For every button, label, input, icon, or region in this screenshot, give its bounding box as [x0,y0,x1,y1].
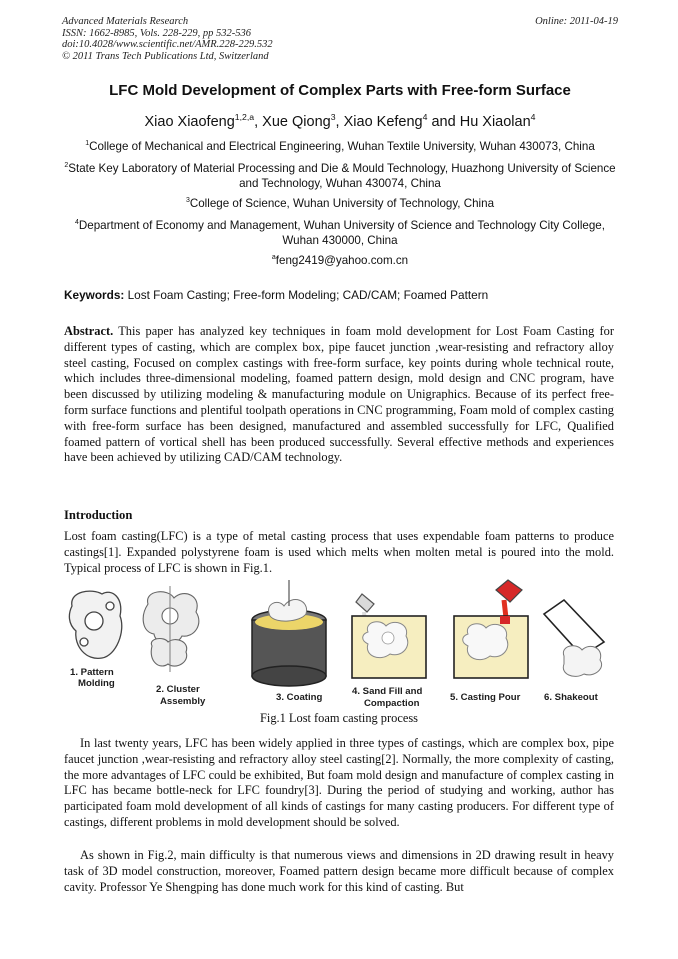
author-name: Hu Xiaolan [459,114,531,130]
online-date: Online: 2011-04-19 [535,16,618,27]
step-label: Compaction [364,698,420,709]
step-label: Molding [78,678,115,689]
author-sup: 1,2,a [234,112,255,123]
step-label: Assembly [160,696,206,707]
author-sup: 4 [422,112,428,123]
step-label: 1. Pattern [70,667,114,678]
author-name: Xue Qiong [262,114,331,130]
issn-line: ISSN: 1662-8985, Vols. 228-229, pp 532-536 [62,27,251,39]
keywords [64,288,620,302]
lfc-process-illustration [64,576,613,710]
abstract [64,324,614,466]
affiliation: $^2$State Key Laboratory of Material Processing and Die & Mould Technology, Huazhong University of Science and Technology, Wuhan 430074, China [64,162,616,190]
author-sup: 4 [530,112,536,123]
step-label: 5. Casting Pour [450,692,521,703]
abstract-text: This paper has analyzed key techniques in foam mold development for Lost Foam Casting for different types of casting, which are complex box, pipe faucet junction ,wear-resisting and refractory alloy steel casting, Focused on complex castings with free-form surface, key points during whole technical route, which includes three-dimensional modeling, foamed pattern design, mold design and CNC program, have been discussed by utilizing modeling & manufacturing module on Unigraphics. Because of its perfect free-form surface functions and plentiful toolpath operations in CNC programming, Foam mold of complex casting with free-form surface has been designed, manufactured and assembled successfully for LFC, Qualified foamed pattern of vortical shell has been produced successfully. Several effective methods and experiences have been achieved by utilizing CAD/CAM technology. [64,324,614,465]
step-label: 4. Sand Fill and [352,686,423,697]
journal-header [62,16,618,62]
email: $^a$feng2419@yahoo.com.cn [271,254,409,267]
intro-paragraph-2: In last twenty years, LFC has been widely applied in three types of castings, which are complex box, pipe faucet junction ,wear-resisting and refractory alloy steel casting[2]. Normally, the more complexity of casting, the more advantages of LFC could be exhibited, But foam mold design and manufacture of complex casting in LFC has became bottle-neck for LFC foundry[3]. During the period of studying and working, author has participated foam mold development of all kinds of castings for many casting producers. For different type of castings, different problems in mold development should be solved. [64,736,614,829]
doi-line: doi:10.4028/www.scientific.net/AMR.228-229.532 [62,39,273,50]
affiliation: $^1$College of Mechanical and Electrical Engineering, Wuhan Textile University, Wuhan 430073, China [85,140,595,153]
author-list: Xiao Xiaofeng$^{1,2,a}$, Xue Qiong$^3$, Xiao Kefeng$^4$ and Hu Xiaolan$^4$ [144,112,536,130]
paper-title: LFC Mold Development of Complex Parts with Free-form Surface [109,82,571,99]
copyright-line: © 2011 Trans Tech Publications Ltd, Switzerland [62,50,269,62]
step-label: 2. Cluster [156,684,200,695]
step-label: 6. Shakeout [544,692,598,703]
author-name: Xiao Kefeng [343,114,423,130]
figure-1 [64,576,613,710]
author-sup: 3 [330,112,336,123]
figure-1-caption: Fig.1 Lost foam casting process [260,711,418,725]
journal-name: Advanced Materials Research [62,16,189,27]
affiliation: $^4$Department of Economy and Management, Wuhan University of Science and Technology City College, Wuhan 430000, China [75,219,605,247]
intro-paragraph-3: As shown in Fig.2, main difficulty is that numerous views and dimensions in 2D drawing result in heavy task of 3D model construction, moreover, Foamed pattern design became more difficult because of complex cavity. Professor Ye Shengping has done much work for this kind of casting. But [64,848,614,894]
step-label: 3. Coating [276,692,323,703]
intro-paragraph-1: Lost foam casting(LFC) is a type of metal casting process that uses expendable foam patterns to produce castings[1]. Expanded polystyrene foam is used which melts when molten metal is poured into the mold. Typical process of LFC is shown in Fig.1. [64,529,614,575]
abstract-label: Abstract. [64,324,114,338]
affiliation: $^3$College of Science, Wuhan University of Technology, China [185,197,495,210]
author-name: Xiao Xiaofeng [144,114,235,130]
keywords-label: Keywords: [64,288,125,302]
keywords-text: Lost Foam Casting; Free-form Modeling; CAD/CAM; Foamed Pattern [127,288,489,302]
section-heading-introduction: Introduction [64,508,133,522]
